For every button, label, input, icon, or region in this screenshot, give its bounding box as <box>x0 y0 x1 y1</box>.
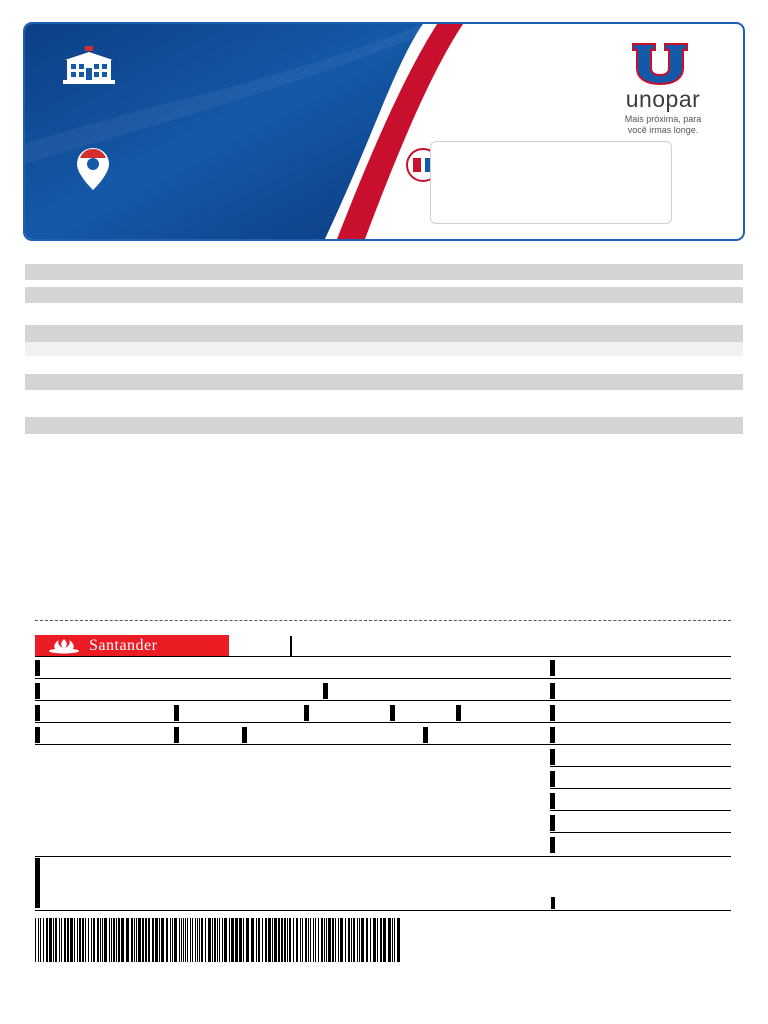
header-banner <box>25 24 743 239</box>
info-bar-3-sub <box>25 342 743 356</box>
info-bar-5 <box>25 417 743 434</box>
brand-slogan-line1: Mais próxima, para <box>624 114 702 124</box>
info-bar-2 <box>25 287 743 303</box>
santander-flame-icon <box>47 638 81 654</box>
brand-slogan-line2: você irmas longe. <box>627 125 699 135</box>
school-building-icon <box>61 46 117 88</box>
barcode <box>35 918 402 962</box>
bank-code-divider <box>290 636 292 657</box>
address-box <box>430 141 672 224</box>
bank-name: Santander <box>89 637 158 654</box>
unopar-logo <box>615 42 705 135</box>
info-bar-1 <box>25 264 743 280</box>
brand-name: unopar <box>625 86 701 112</box>
cut-line <box>35 620 731 621</box>
unopar-u-icon <box>615 42 705 86</box>
santander-logo <box>35 635 229 657</box>
info-bar-4 <box>25 374 743 390</box>
location-pin-icon <box>77 148 109 190</box>
info-bar-3 <box>25 325 743 342</box>
